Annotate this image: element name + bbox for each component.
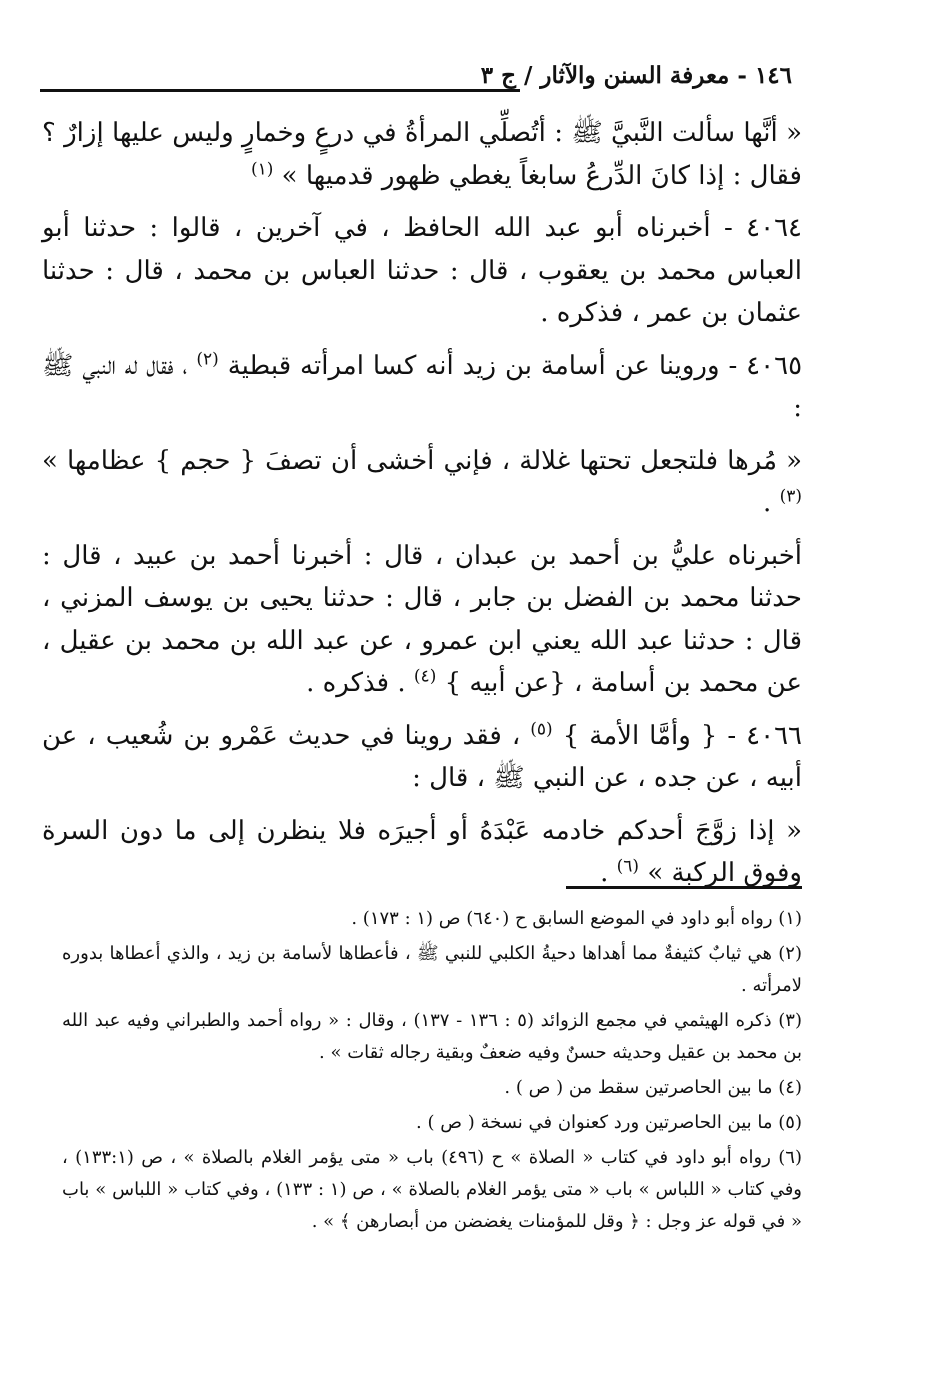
paragraph-4066: ٤٠٦٦ - { وأمَّا الأمة } $^{(٥)}$ ، فقد روينا في حديث عَمْرو بن شُعيب ، عن أبيه ، عن جده ، عن النبي ﷺ ، قال : [42,718,803,793]
footnote-ref-5: (٥) [530,718,553,739]
paragraph-hadith-1: « أنَّها سألت النَّبيَّ ﷺ : أتُصلِّي المرأةُ في درعٍ وخمارٍ وليس عليها إزارٌ ؟ فقال : إذا كانَ الدِّرعُ سابغاً يغطي ظهور قدميها » $^{(١)}$ [42,118,802,191]
footnote-ref-4: (٤) [413,666,437,687]
footnote-ref-3: (٣) [779,486,802,507]
paragraph-4064: ٤٠٦٤ - أخبرناه أبو عبد الله الحافظ ، في آخرين ، قالوا : حدثنا أبو العباس محمد بن يعقوب ، قال : حدثنا العباس بن محمد ، قال : حدثنا عثمان بن عمر ، فذكره . [42,213,802,328]
paragraph-4065: ٤٠٦٥ - وروينا عن أسامة بن زيد أنه كسا امرأته قبطية $^{(٢)}$ ، فقال له النبي ﷺ : [42,348,803,423]
footnotes-section [62,903,802,1241]
main-text [42,112,802,895]
footnote-ref-2: (٢) [196,348,219,369]
footnote-3: (٣) ذكره الهيثمي في مجمع الزوائد (٥ : ١٣٦ - ١٣٧) ، وقال : « رواه أحمد والطبراني وفيه عبد الله بن محمد بن عقيل وحديثه حسنٌ وفيه ضعفٌ وبقية رجاله ثقات » . [62,1010,802,1063]
footnote-5: (٥) ما بين الحاصرتين ورد كعنوان في نسخة ( ص ) . [416,1112,802,1133]
footnote-4: (٤) ما بين الحاصرتين سقط من ( ص ) . [504,1077,802,1098]
page-header [40,62,792,102]
footnote-ref-6: (٦) [616,856,640,877]
footnote-2: (٢) هي ثيابٌ كثيفةٌ مما أهداها دحيةُ الكلبي للنبي ﷺ ، فأعطاها لأسامة بن زيد ، والذي أعطاها بدوره لامرأته . [62,943,802,996]
footnote-ref-1: (١) [250,158,274,179]
running-title: ١٤٦ - معرفة السنن والآثار / ج ٣ [480,62,792,89]
paragraph-hadith-3: « إذا زوَّجَ أحدكم خادمه عَبْدَهُ أو أجيرَه فلا ينظرن إلى ما دون السرة وفوق الركبة » $^{(٦)}$ . [42,815,802,888]
footnote-divider [566,886,802,889]
paragraph-hadith-2: « مُرها فلتجعل تحتها غلالة ، فإني أخشى أن تصفَ { حجم } عظامها » $^{(٣)}$ . [42,445,802,518]
header-rule [40,89,520,92]
footnote-1: (١) رواه أبو داود في الموضع السابق ح (٦٤٠) ص (١ : ١٧٣) . [351,908,802,929]
paragraph-isnad: أخبرناه عليُّ بن أحمد بن عبدان ، قال : أخبرنا أحمد بن عبيد ، قال : حدثنا محمد بن الفضل بن جابر ، قال : حدثنا يحيى بن يوسف المزني ، قال : حدثنا عبد الله يعني ابن عمرو ، عن عبد الله بن محمد بن عقيل ، عن محمد بن أسامة ، {عن أبيه } $^{(٤)}$ . فذكره . [42,540,802,698]
footnote-6: (٦) رواه أبو داود في كتاب « الصلاة » ح (٤٩٦) باب « متى يؤمر الغلام بالصلاة » ، ص (١٣٣:١) ، وفي كتاب « اللباس » باب « متى يؤمر الغلام بالصلاة » ، ص (١ : ١٣٣) ، وفي كتاب « اللباس » باب « في قوله عز وجل : ﴿ وقل للمؤمنات يغضضن من أبصارهن ﴾ » . [62,1147,802,1232]
